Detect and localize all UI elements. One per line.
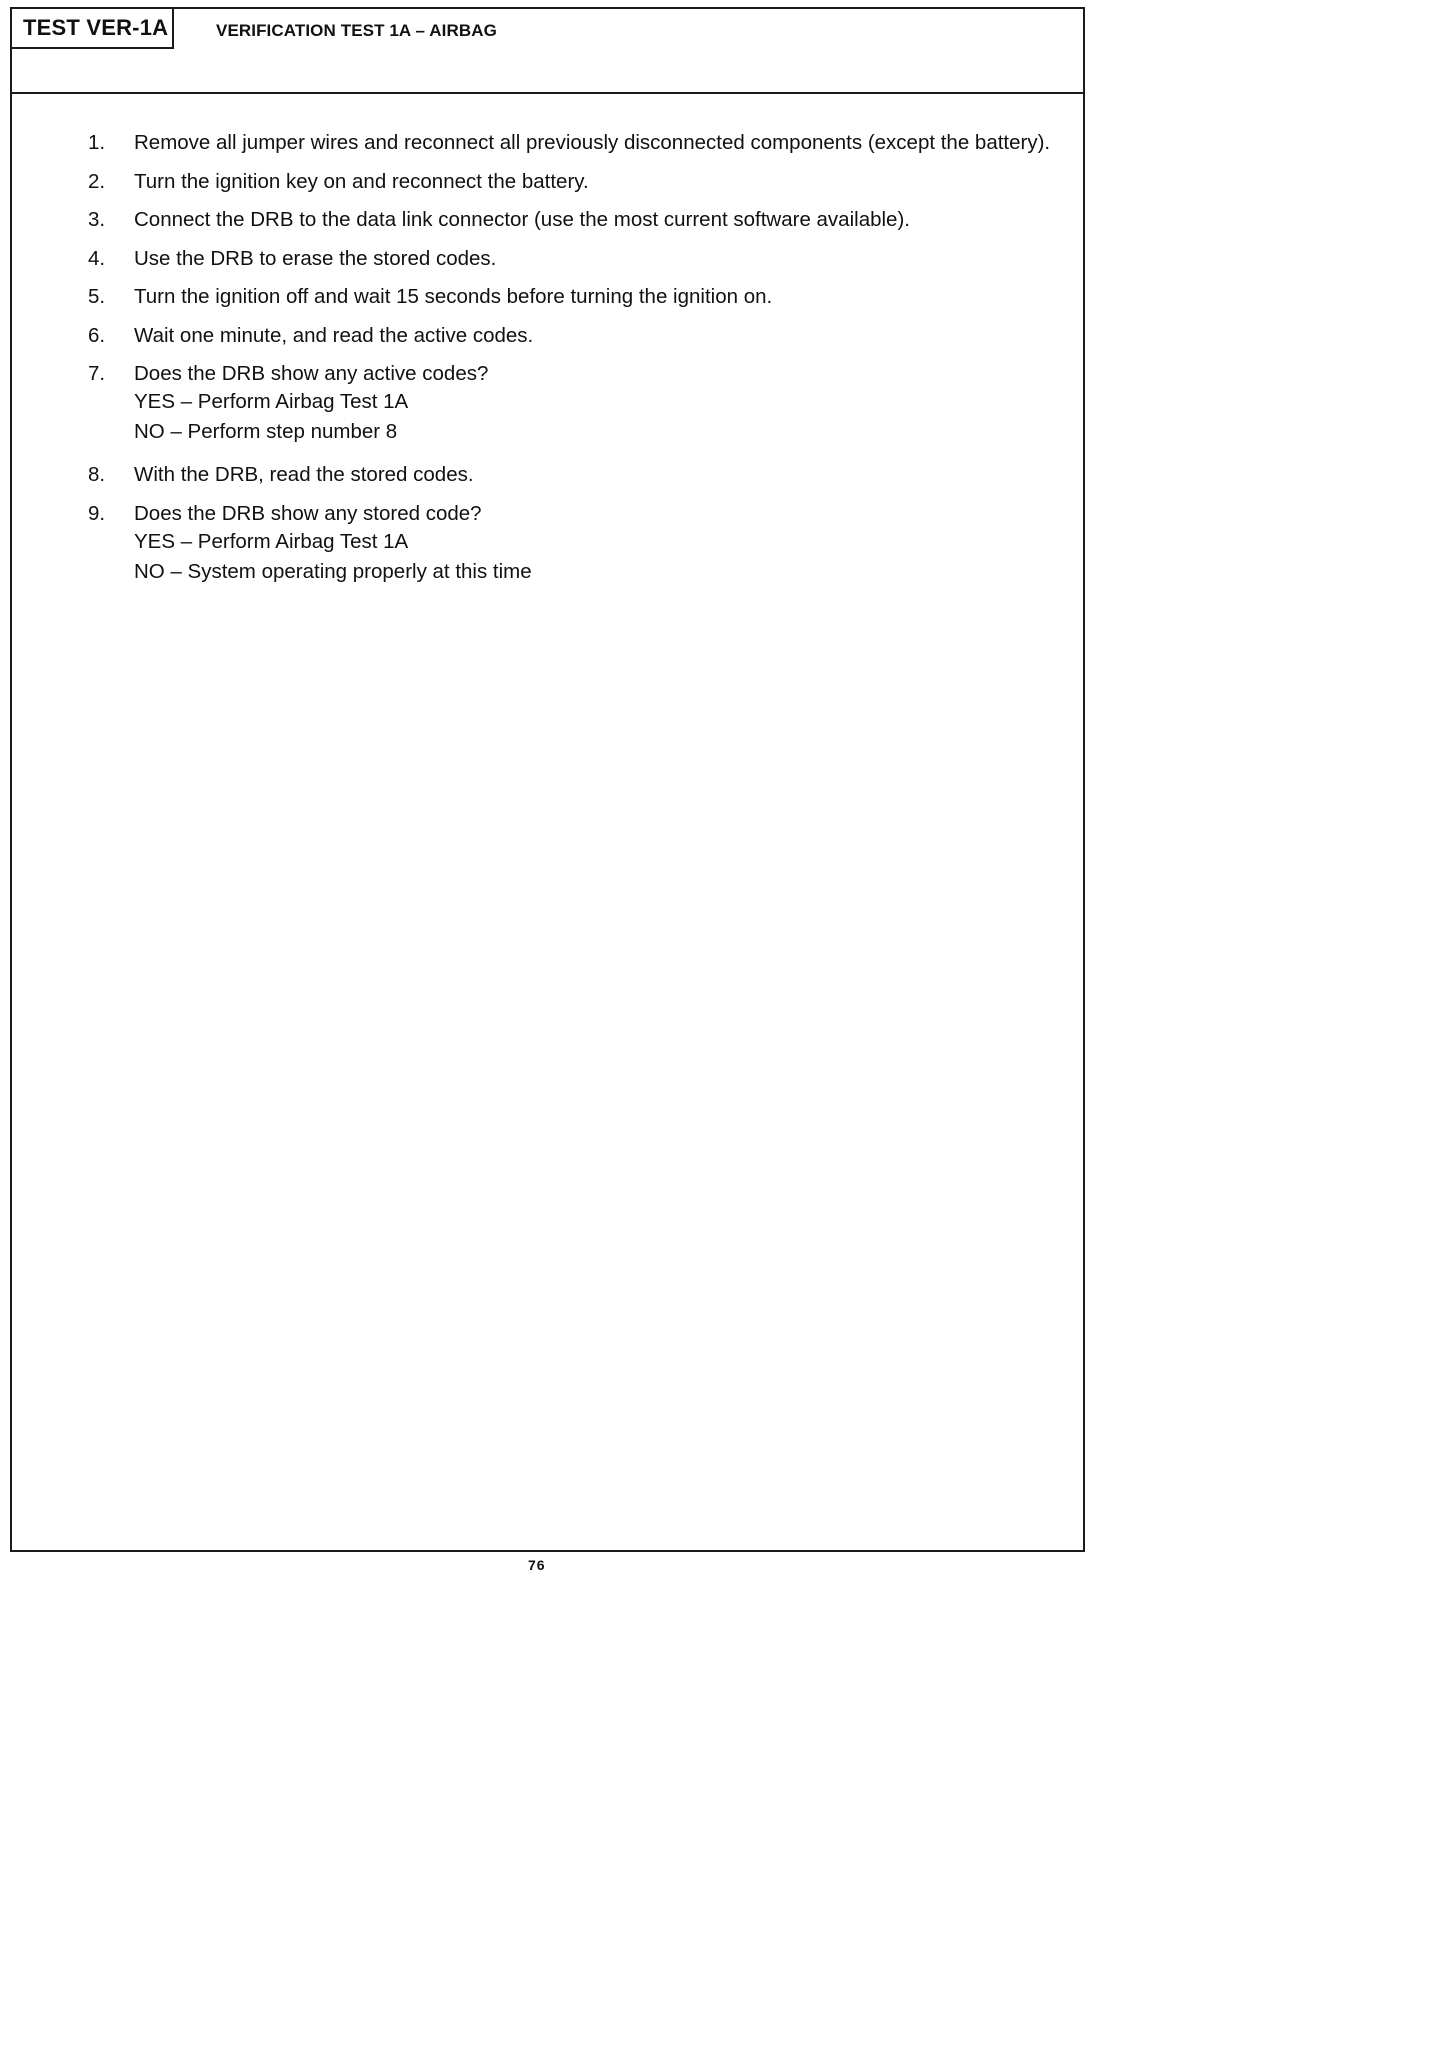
step-body <box>134 169 1064 195</box>
procedure-step <box>84 462 1064 488</box>
step-no-outcome: NO – Perform step number 8 <box>134 420 398 443</box>
test-id-label: TEST VER-1A <box>12 9 174 49</box>
step-body <box>134 361 1064 447</box>
step-text: With the DRB, read the stored codes. <box>134 463 474 486</box>
step-text: Does the DRB show any active codes? <box>134 362 489 385</box>
procedure-step <box>84 284 1064 310</box>
step-text: Wait one minute, and read the active codes. <box>134 323 534 347</box>
step-yes-outcome: YES – Perform Airbag Test 1A <box>134 529 409 553</box>
page-number: 76 <box>528 1557 546 1573</box>
step-body <box>134 284 1064 310</box>
step-number: 8. <box>88 463 106 486</box>
step-yes-outcome: YES – Perform Airbag Test 1A <box>134 390 409 413</box>
step-body <box>134 501 1064 587</box>
procedure-step <box>84 246 1064 272</box>
step-number: 3. <box>88 208 106 231</box>
step-text: Remove all jumper wires and reconnect all previously disconnected components (except the battery). <box>134 131 1051 154</box>
procedure-step <box>84 323 1064 349</box>
step-text: Does the DRB show any stored code? <box>134 501 482 525</box>
step-body <box>134 207 1064 233</box>
step-number: 7. <box>88 362 106 385</box>
step-number: 5. <box>88 285 106 308</box>
step-text: Turn the ignition key on and reconnect the battery. <box>134 169 589 193</box>
header-band <box>12 9 1083 94</box>
step-body <box>134 323 1064 349</box>
procedure-step <box>84 207 1064 233</box>
step-number: 1. <box>88 131 106 154</box>
step-text: Use the DRB to erase the stored codes. <box>134 246 497 270</box>
step-number: 4. <box>88 246 106 270</box>
procedure-step <box>84 169 1064 195</box>
procedure-step <box>84 361 1064 447</box>
step-no-outcome: NO – System operating properly at this time <box>134 559 532 583</box>
procedure-step <box>84 130 1064 156</box>
step-body <box>134 246 1064 272</box>
page-frame <box>10 7 1085 1552</box>
procedure-steps <box>84 130 1064 602</box>
page-title: VERIFICATION TEST 1A – AIRBAG <box>216 21 497 40</box>
step-number: 9. <box>88 501 106 525</box>
step-body <box>134 130 1064 156</box>
step-number: 2. <box>88 169 106 193</box>
procedure-step <box>84 501 1064 587</box>
step-body <box>134 462 1064 488</box>
step-number: 6. <box>88 323 106 347</box>
step-text: Connect the DRB to the data link connector (use the most current software available). <box>134 208 910 231</box>
step-text: Turn the ignition off and wait 15 seconds before turning the ignition on. <box>134 285 773 308</box>
